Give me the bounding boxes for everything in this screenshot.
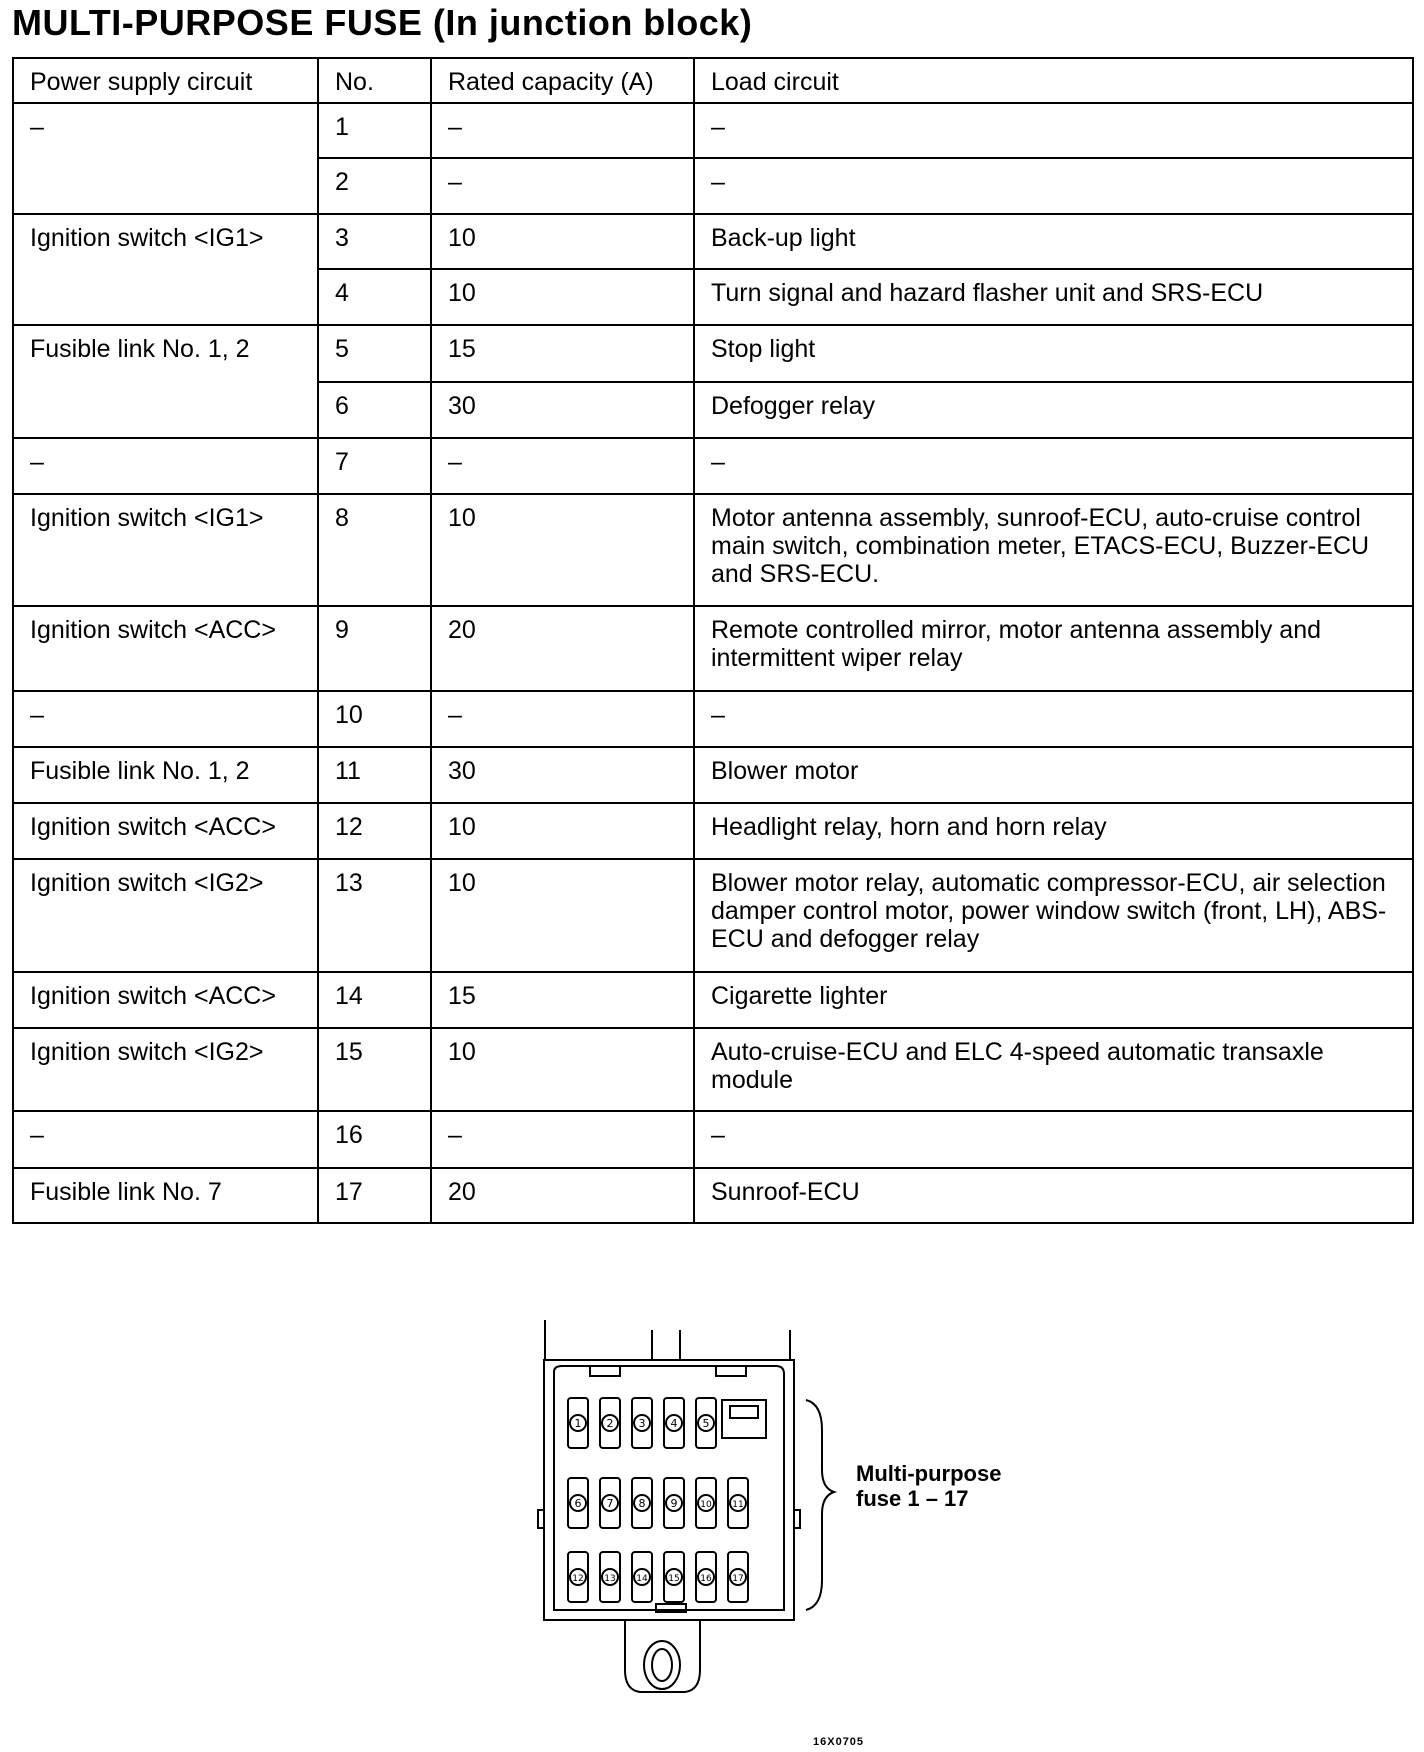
page-title: MULTI-PURPOSE FUSE (In junction block) xyxy=(12,2,753,43)
load-cell: Remote controlled mirror, motor antenna assembly and intermittent wiper relay xyxy=(694,606,1413,691)
fuse-number-label: 9 xyxy=(670,1497,678,1510)
header-no: No. xyxy=(318,58,431,103)
supply-cell: Fusible link No. 1, 2 xyxy=(13,747,318,803)
table-row xyxy=(13,494,1413,606)
load-cell: Auto-cruise-ECU and ELC 4-speed automatic transaxle module xyxy=(694,1028,1413,1111)
load-cell: Back-up light xyxy=(694,214,1413,269)
junction-block-diagram xyxy=(520,1320,1020,1720)
no-cell: 4 xyxy=(318,269,431,325)
fuse-number-label: 7 xyxy=(606,1497,614,1510)
no-cell: 14 xyxy=(318,972,431,1028)
capacity-cell: 20 xyxy=(431,1168,694,1223)
table-row xyxy=(13,803,1413,859)
load-cell: Blower motor xyxy=(694,747,1413,803)
load-cell: Motor antenna assembly, sunroof-ECU, auto-cruise control main switch, combination meter, ETACS-ECU, Buzzer-ECU and SRS-ECU. xyxy=(694,494,1413,606)
header-load-circuit: Load circuit xyxy=(694,58,1413,103)
table-row xyxy=(13,438,1413,494)
fuse-number-label: 17 xyxy=(732,1574,744,1584)
capacity-cell: – xyxy=(431,103,694,158)
no-cell: 6 xyxy=(318,382,431,438)
load-cell: – xyxy=(694,438,1413,494)
capacity-cell: – xyxy=(431,438,694,494)
supply-cell: – xyxy=(13,691,318,747)
capacity-cell: 15 xyxy=(431,972,694,1028)
supply-cell: Fusible link No. 7 xyxy=(13,1168,318,1223)
capacity-cell: 20 xyxy=(431,606,694,691)
table-row xyxy=(13,606,1413,691)
supply-cell: Fusible link No. 1, 2 xyxy=(13,325,318,438)
supply-cell: Ignition switch <ACC> xyxy=(13,803,318,859)
header-rated-capacity: Rated capacity (A) xyxy=(431,58,694,103)
no-cell: 10 xyxy=(318,691,431,747)
table-row xyxy=(13,972,1413,1028)
fuse-number-label: 11 xyxy=(732,1500,744,1510)
table-row xyxy=(13,103,1413,158)
capacity-cell: 10 xyxy=(431,494,694,606)
fuse-table xyxy=(12,57,1414,1224)
no-cell: 9 xyxy=(318,606,431,691)
supply-cell: Ignition switch <IG2> xyxy=(13,859,318,972)
capacity-cell: – xyxy=(431,1111,694,1168)
no-cell: 13 xyxy=(318,859,431,972)
no-cell: 2 xyxy=(318,158,431,214)
capacity-cell: 15 xyxy=(431,325,694,382)
fuse-number-label: 1 xyxy=(574,1417,582,1430)
fuse-number-label: 13 xyxy=(604,1574,616,1584)
load-cell: – xyxy=(694,103,1413,158)
no-cell: 15 xyxy=(318,1028,431,1111)
header-power-supply: Power supply circuit xyxy=(13,58,318,103)
load-cell: Defogger relay xyxy=(694,382,1413,438)
capacity-cell: 10 xyxy=(431,803,694,859)
capacity-cell: – xyxy=(431,158,694,214)
table-row xyxy=(13,1111,1413,1168)
load-cell: Stop light xyxy=(694,325,1413,382)
capacity-cell: 30 xyxy=(431,747,694,803)
table-row xyxy=(13,214,1413,269)
no-cell: 16 xyxy=(318,1111,431,1168)
table-row xyxy=(13,1028,1413,1111)
supply-cell: Ignition switch <IG2> xyxy=(13,1028,318,1111)
fuse-number-label: 15 xyxy=(668,1574,680,1584)
load-cell: – xyxy=(694,691,1413,747)
supply-cell: Ignition switch <ACC> xyxy=(13,606,318,691)
table-row xyxy=(13,747,1413,803)
callout-line-1: Multi-purpose xyxy=(856,1461,1002,1486)
fuse-number-label: 6 xyxy=(574,1497,582,1510)
load-cell: Turn signal and hazard flasher unit and SRS-ECU xyxy=(694,269,1413,325)
fuse-callout xyxy=(856,1461,1001,1511)
load-cell: Headlight relay, horn and horn relay xyxy=(694,803,1413,859)
load-cell: Sunroof-ECU xyxy=(694,1168,1413,1223)
supply-cell: Ignition switch <IG1> xyxy=(13,494,318,606)
load-cell: – xyxy=(694,158,1413,214)
capacity-cell: 10 xyxy=(431,859,694,972)
supply-cell: Ignition switch <ACC> xyxy=(13,972,318,1028)
fuse-number-label: 5 xyxy=(702,1417,710,1430)
fuse-number-label: 10 xyxy=(700,1500,712,1510)
table-row xyxy=(13,859,1413,972)
fuse-number-label: 3 xyxy=(638,1417,646,1430)
table-row xyxy=(13,691,1413,747)
capacity-cell: 10 xyxy=(431,214,694,269)
no-cell: 7 xyxy=(318,438,431,494)
supply-cell: – xyxy=(13,1111,318,1168)
supply-cell: – xyxy=(13,103,318,214)
fuse-number-label: 16 xyxy=(700,1574,712,1584)
no-cell: 3 xyxy=(318,214,431,269)
no-cell: 8 xyxy=(318,494,431,606)
no-cell: 12 xyxy=(318,803,431,859)
capacity-cell: 30 xyxy=(431,382,694,438)
no-cell: 11 xyxy=(318,747,431,803)
no-cell: 17 xyxy=(318,1168,431,1223)
table-row xyxy=(13,1168,1413,1223)
figure-code: 16X0705 xyxy=(813,1736,865,1748)
load-cell: Blower motor relay, automatic compressor-ECU, air selection damper control motor, power window switch (front, LH), ABS-ECU and defogger relay xyxy=(694,859,1413,972)
capacity-cell: – xyxy=(431,691,694,747)
fuse-number-label: 4 xyxy=(670,1417,678,1430)
load-cell: – xyxy=(694,1111,1413,1168)
fuse-number-label: 8 xyxy=(638,1497,646,1510)
fuse-number-label: 2 xyxy=(606,1417,614,1430)
capacity-cell: 10 xyxy=(431,269,694,325)
supply-cell: – xyxy=(13,438,318,494)
fuse-number-label: 14 xyxy=(636,1574,648,1584)
supply-cell: Ignition switch <IG1> xyxy=(13,214,318,325)
table-header-row xyxy=(13,58,1413,103)
no-cell: 5 xyxy=(318,325,431,382)
load-cell: Cigarette lighter xyxy=(694,972,1413,1028)
callout-line-2: fuse 1 – 17 xyxy=(856,1486,969,1511)
fuse-number-label: 12 xyxy=(572,1574,584,1584)
no-cell: 1 xyxy=(318,103,431,158)
capacity-cell: 10 xyxy=(431,1028,694,1111)
table-row xyxy=(13,325,1413,382)
